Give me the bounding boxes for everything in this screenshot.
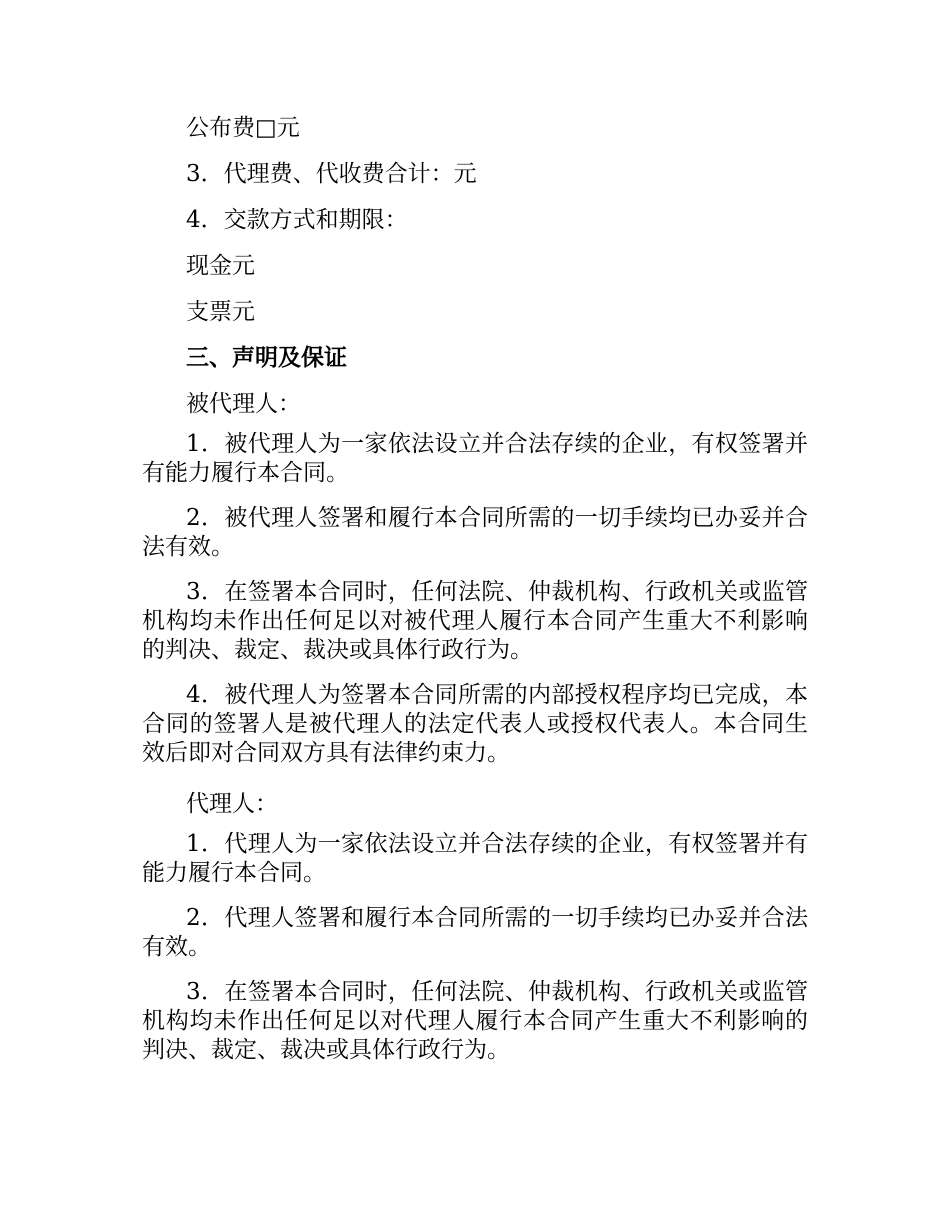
principal-clause-4: 4．被代理人为签署本合同所需的内部授权程序均已完成，本合同的签署人是被代理人的法定代表人或授权代表人。本合同生效后即对合同双方具有法律约束力。 <box>142 682 808 766</box>
agent-label: 代理人： <box>186 791 278 817</box>
principal-label: 被代理人： <box>186 391 301 417</box>
section-heading: 三、声明及保证 <box>186 345 347 371</box>
fee-line-publication: 公布费□元 <box>186 115 300 141</box>
fee-line-cash: 现金元 <box>186 253 255 279</box>
fee-line-cheque: 支票元 <box>186 299 255 325</box>
agent-clause-2: 2．代理人签署和履行本合同所需的一切手续均已办妥并合法有效。 <box>142 905 808 960</box>
principal-clause-1: 1．被代理人为一家依法设立并合法存续的企业，有权签署并有能力履行本合同。 <box>142 431 808 486</box>
agent-clause-1: 1．代理人为一家依法设立并合法存续的企业，有权签署并有能力履行本合同。 <box>142 831 808 886</box>
fee-line-payment-method: 4．交款方式和期限： <box>186 207 408 233</box>
document-body <box>142 108 808 1081</box>
principal-clause-2: 2．被代理人签署和履行本合同所需的一切手续均已办妥并合法有效。 <box>142 505 808 560</box>
agent-clause-3: 3．在签署本合同时，任何法院、仲裁机构、行政机关或监管机构均未作出任何足以对代理人履行本合同产生重大不利影响的判决、裁定、裁决或具体行政行为。 <box>142 979 808 1063</box>
fee-line-total: 3．代理费、代收费合计：元 <box>186 161 477 187</box>
principal-clause-3: 3．在签署本合同时，任何法院、仲裁机构、行政机关或监管机构均未作出任何足以对被代理人履行本合同产生重大不利影响的判决、裁定、裁决或具体行政行为。 <box>142 579 808 663</box>
